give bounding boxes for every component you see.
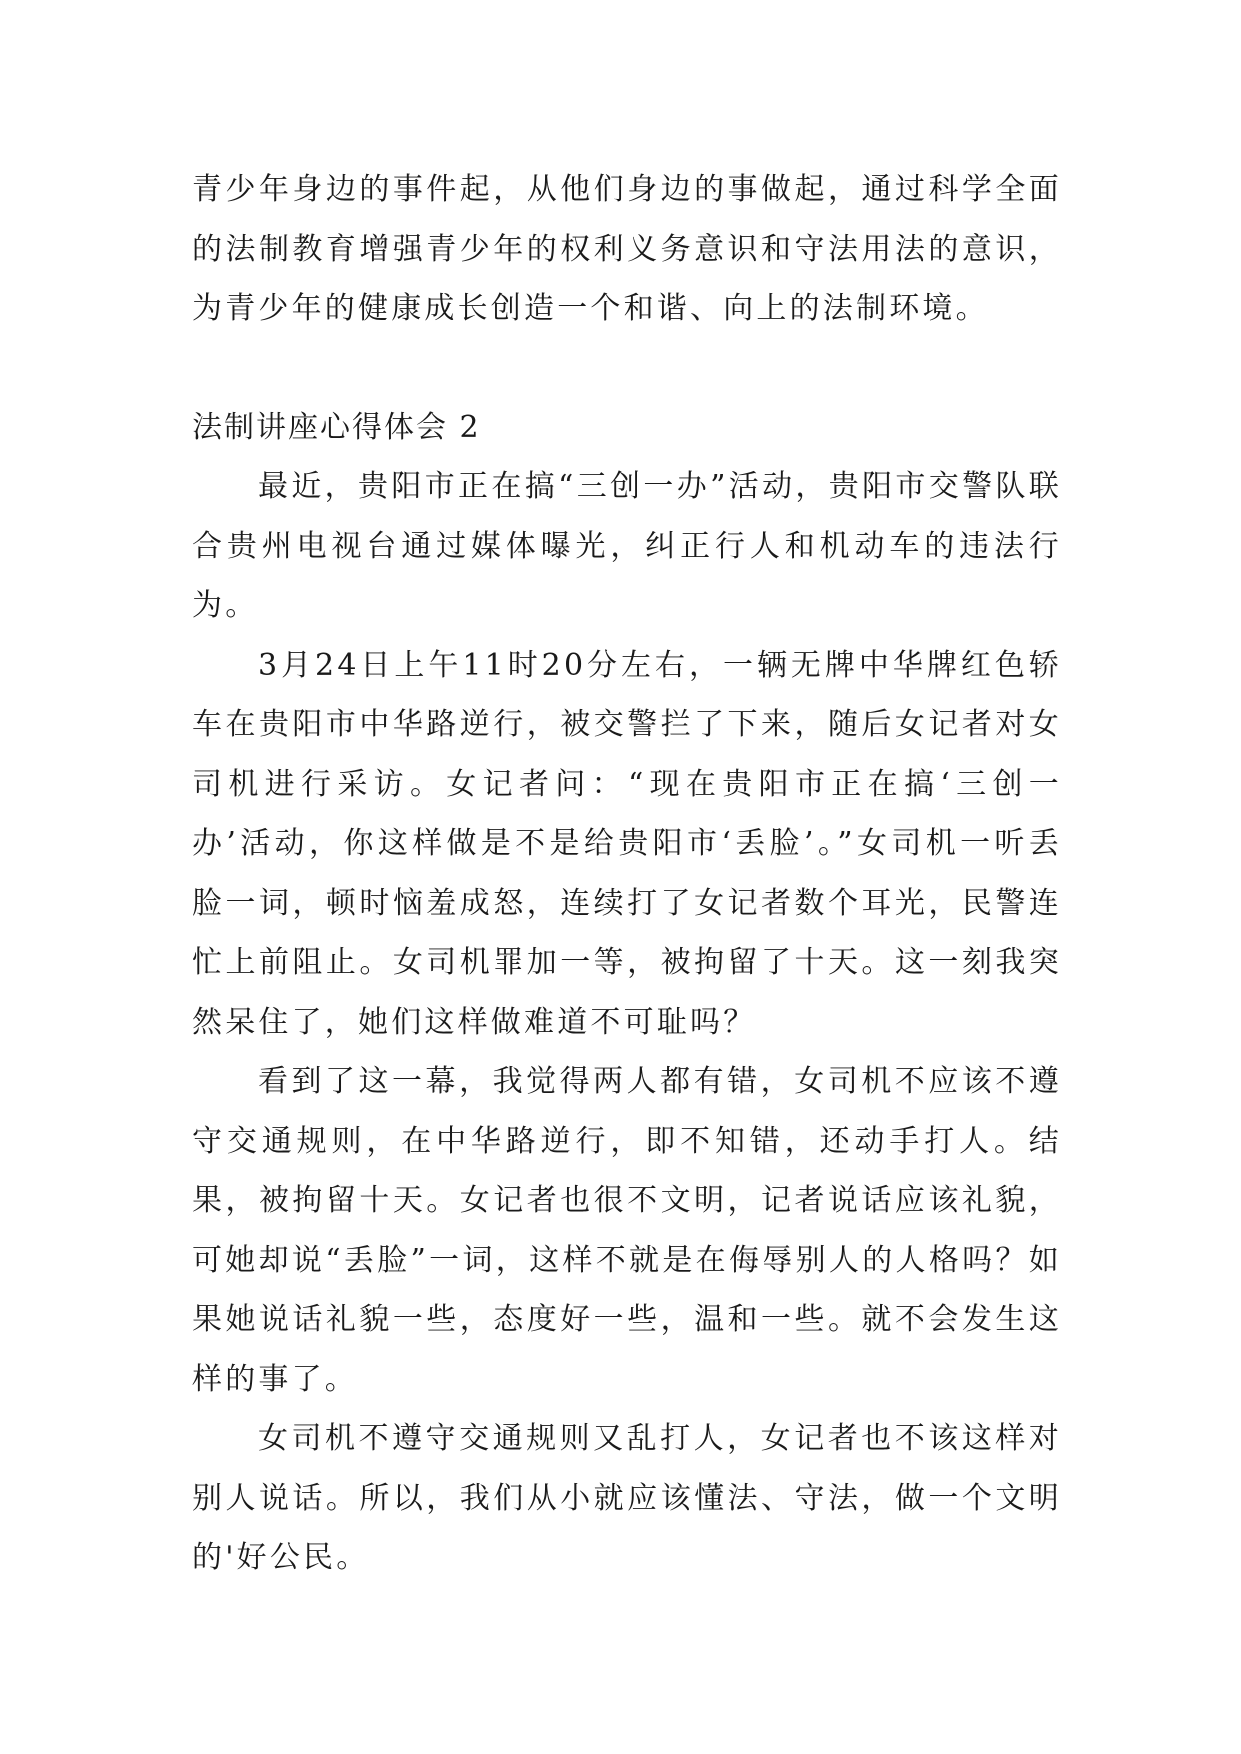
intro-paragraph: 青少年身边的事件起，从他们身边的事做起，通过科学全面的法制教育增强青少年的权利义务意识和守法用法的意识，为青少年的健康成长创造一个和谐、向上的法制环境。	[192, 172, 1062, 326]
body-paragraph-4: 女司机不遵守交通规则又乱打人，女记者也不该这样对别人说话。所以，我们从小就应该懂法、守法，做一个文明的'好公民。	[192, 1421, 1062, 1575]
body-paragraph-2: 3月24日上午11时20分左右，一辆无牌中华牌红色轿车在贵阳市中华路逆行，被交警拦了下来，随后女记者对女司机进行采访。女记者问：“现在贵阳市正在搞‘三创一办’活动，你这样做是不是给贵阳市‘丢脸’。”女司机一听丢脸一词，顿时恼羞成怒，连续打了女记者数个耳光，民警连忙上前阻止。女司机罪加一等，被拘留了十天。这一刻我突然呆住了，她们这样做难道不可耻吗？	[192, 647, 1062, 1040]
body-paragraph-1: 最近，贵阳市正在搞“三创一办”活动，贵阳市交警队联合贵州电视台通过媒体曝光，纠正行人和机动车的违法行为。	[192, 469, 1062, 623]
body-paragraph-3: 看到了这一幕，我觉得两人都有错，女司机不应该不遵守交通规则，在中华路逆行，即不知错，还动手打人。结果，被拘留十天。女记者也很不文明，记者说话应该礼貌，可她却说“丢脸”一词，这样不就是在侮辱别人的人格吗？如果她说话礼貌一些，态度好一些，温和一些。就不会发生这样的事了。	[192, 1064, 1062, 1397]
document-body	[192, 160, 1062, 1588]
section-title: 法制讲座心得体会 2	[192, 409, 481, 445]
